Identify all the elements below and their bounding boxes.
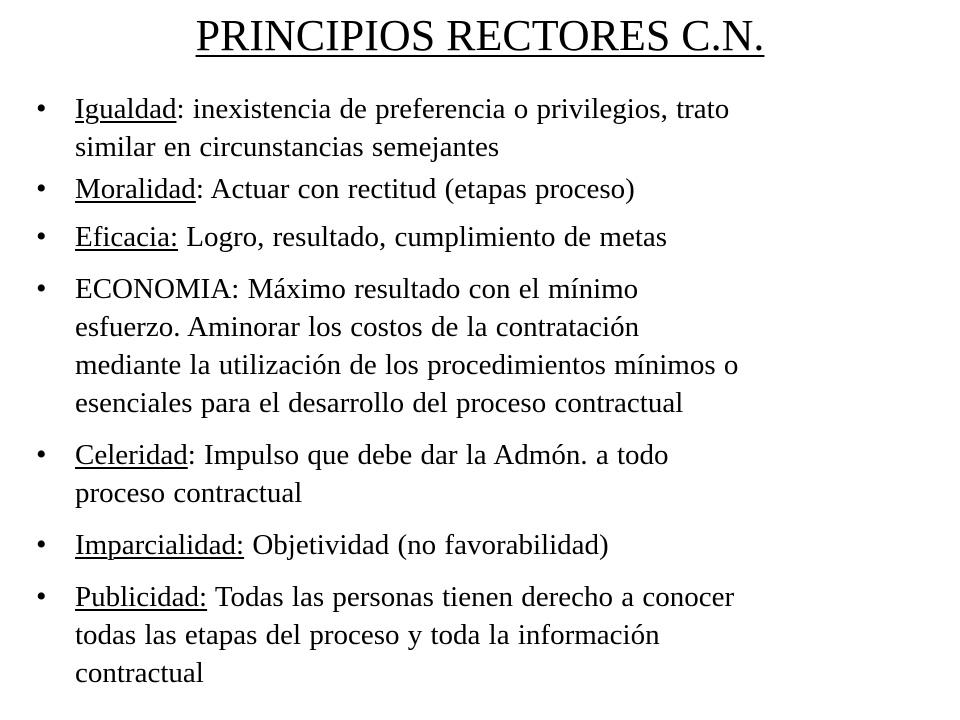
- principle-term: Igualdad: [75, 93, 177, 125]
- text-line: [75, 526, 935, 564]
- text-line: [75, 90, 935, 128]
- bullet-text: [75, 578, 935, 692]
- text-line: contractual: [75, 657, 204, 689]
- text-line: esfuerzo. Aminorar los costos de la contratación: [75, 311, 640, 343]
- line-text: Logro, resultado, cumplimiento de metas: [178, 221, 668, 253]
- bullet-text: [75, 270, 935, 422]
- text-line: mediante la utilización de los procedimientos mínimos o: [75, 349, 739, 381]
- slide-title: PRINCIPIOS RECTORES C.N.: [195, 11, 765, 60]
- bullet-dot: •: [36, 528, 47, 561]
- line-text: inexistencia de preferencia o privilegios, trato: [184, 93, 730, 125]
- principle-term: Publicidad:: [75, 581, 208, 613]
- bullet-dot: •: [36, 272, 47, 305]
- text-line: [75, 218, 935, 256]
- text-line: ECONOMIA: Máximo resultado con el mínimo: [75, 273, 639, 305]
- bullet-text: [75, 90, 935, 166]
- bullet-dot: •: [36, 580, 47, 613]
- principle-term: Moralidad: [75, 173, 196, 205]
- text-line: [75, 170, 935, 208]
- principle-term: Celeridad: [75, 439, 188, 471]
- term-separator: :: [187, 439, 196, 471]
- bullet-text: [75, 170, 935, 208]
- bullet-dot: •: [36, 220, 47, 253]
- text-line: similar en circunstancias semejantes: [75, 131, 500, 163]
- bullet-dot: •: [36, 92, 47, 125]
- bullet-dot: •: [36, 438, 47, 471]
- text-line: esenciales para el desarrollo del proceso contractual: [75, 387, 684, 419]
- line-text: Actuar con rectitud (etapas proceso): [203, 173, 635, 205]
- text-line: proceso contractual: [75, 477, 303, 509]
- text-line: [75, 578, 935, 616]
- bullet-text: [75, 526, 935, 564]
- line-text: Objetividad (no favorabilidad): [244, 529, 609, 561]
- bullet-text: [75, 218, 935, 256]
- term-separator: :: [176, 93, 185, 125]
- text-line: [75, 436, 935, 474]
- bullet-dot: •: [36, 172, 47, 205]
- line-text: Impulso que debe dar la Admón. a todo: [195, 439, 669, 471]
- line-text: Todas las personas tienen derecho a conocer: [207, 581, 735, 613]
- principle-term: Eficacia:: [75, 221, 179, 253]
- bullet-text: [75, 436, 935, 512]
- principle-term: Imparcialidad:: [75, 529, 245, 561]
- text-line: todas las etapas del proceso y toda la información: [75, 619, 660, 651]
- term-separator: :: [195, 173, 204, 205]
